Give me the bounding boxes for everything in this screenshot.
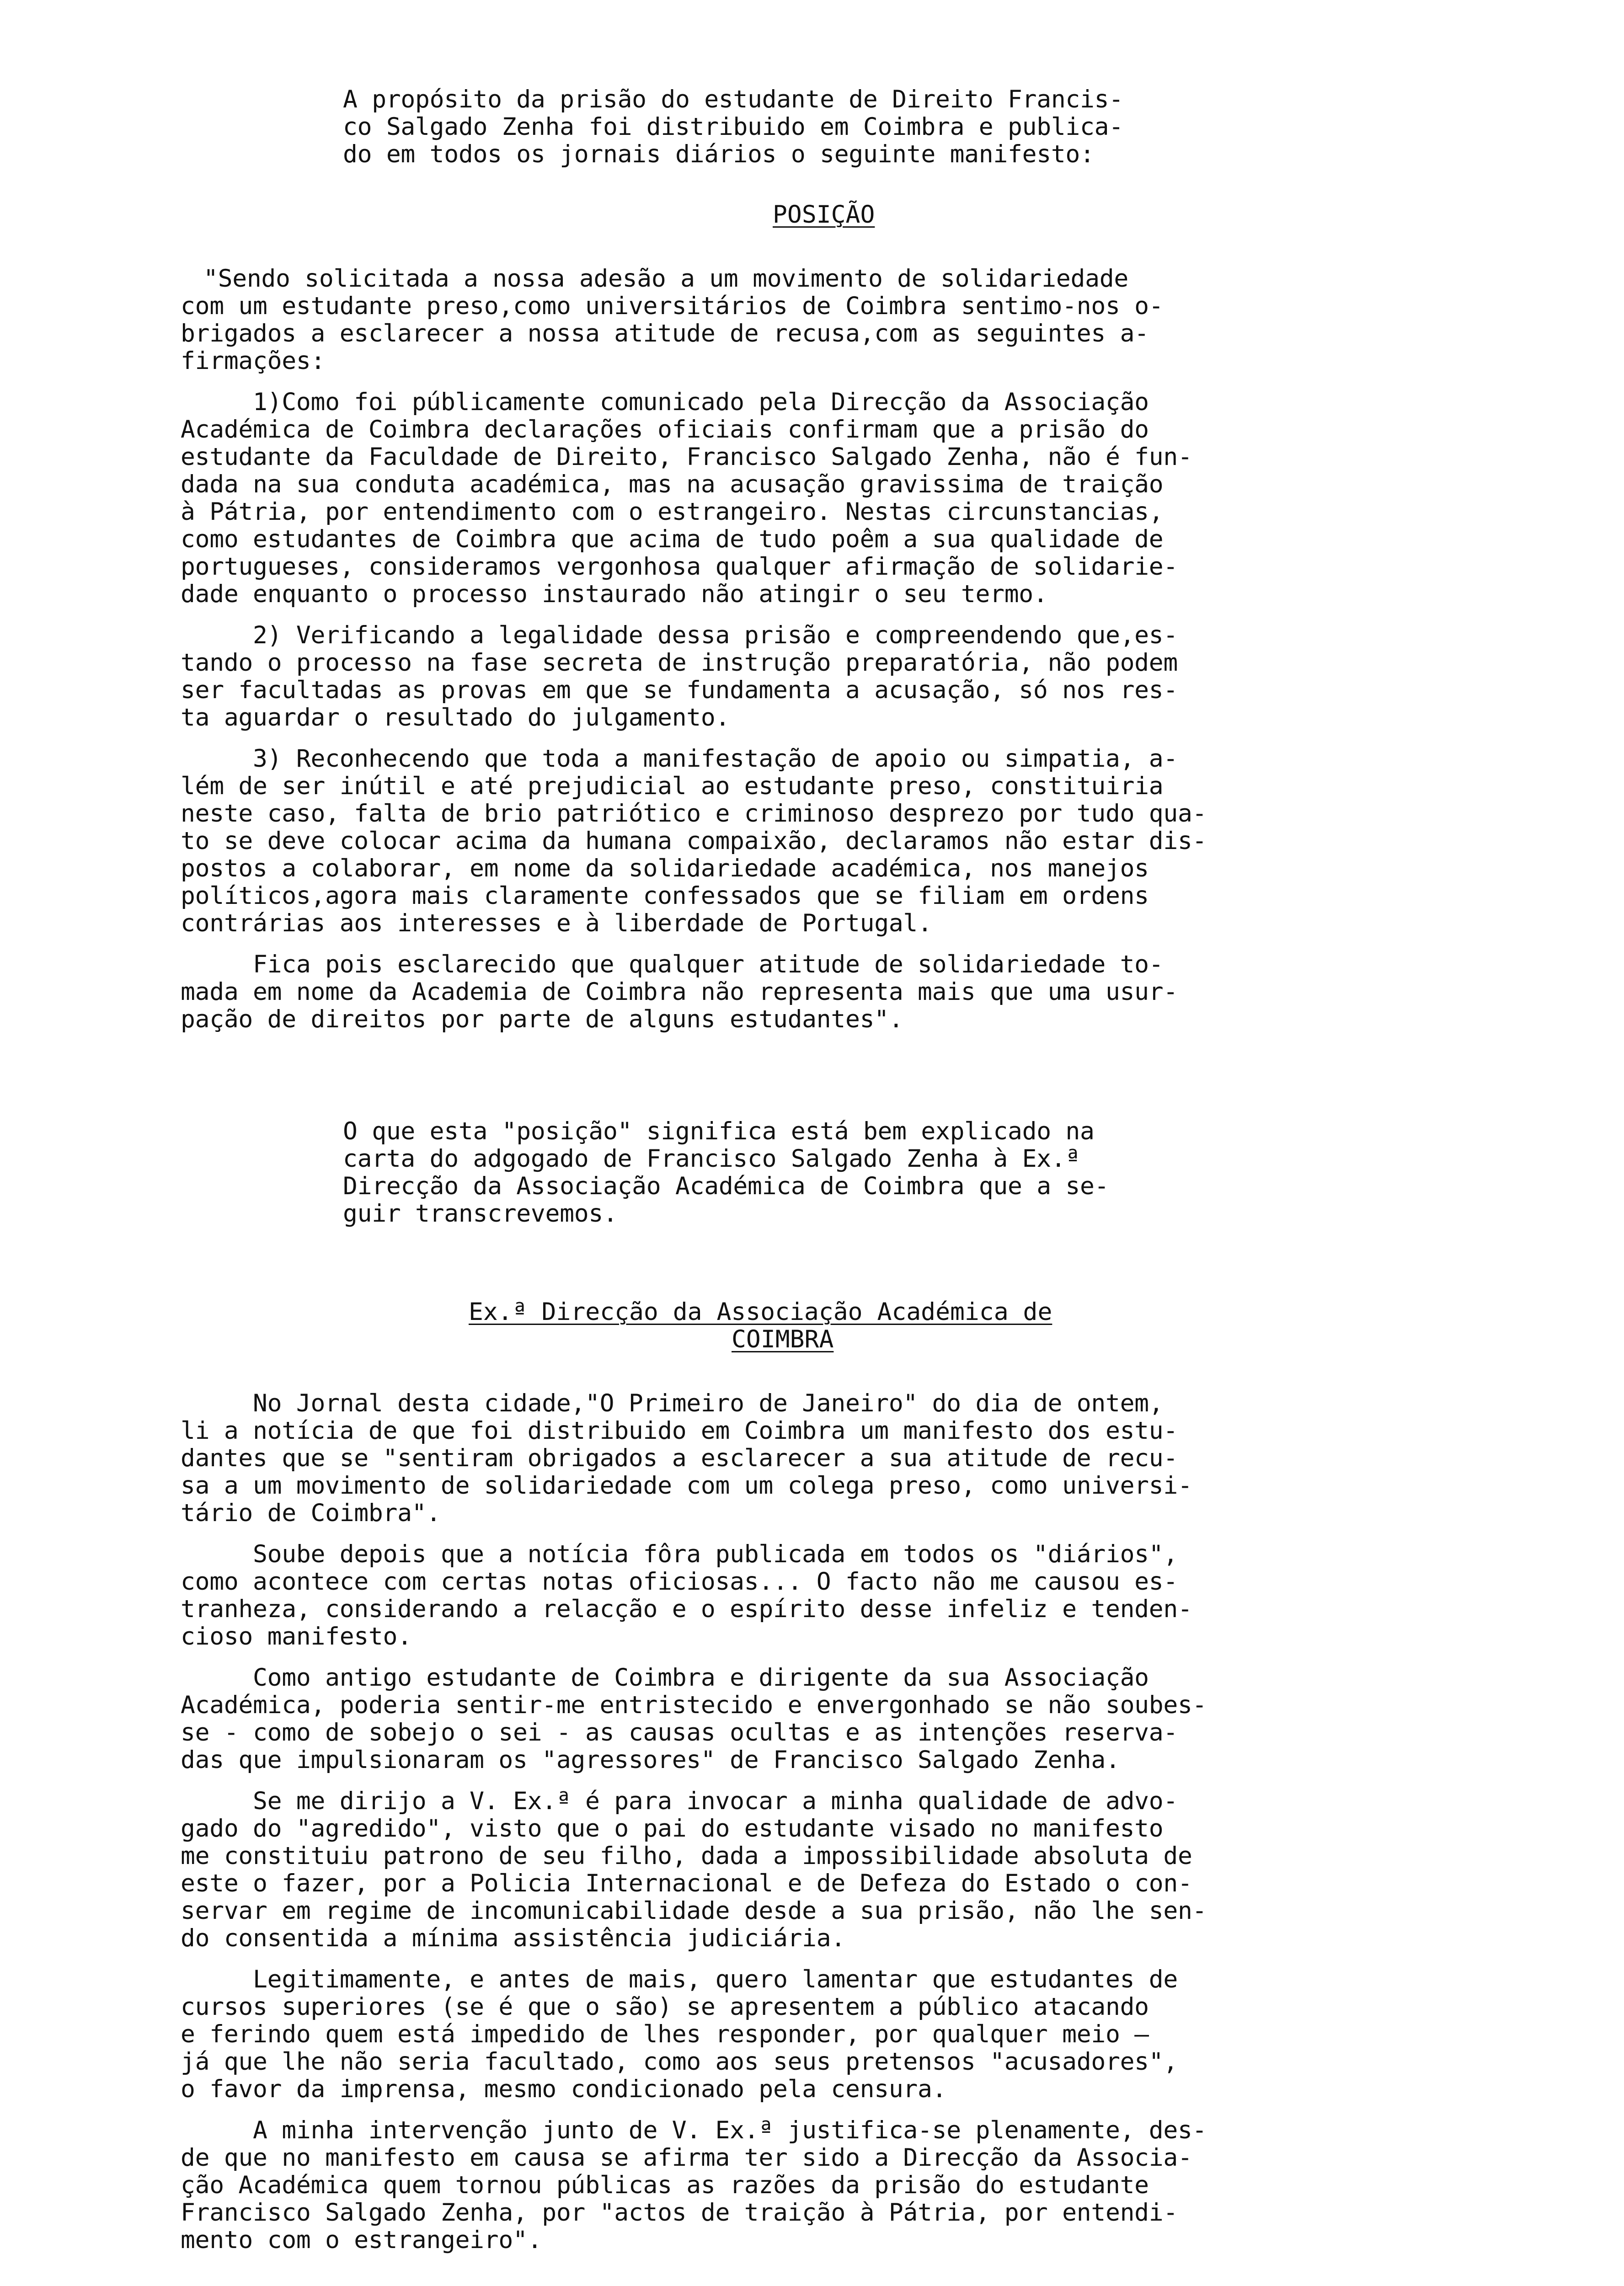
manifesto-line: Académica de Coimbra declarações oficiais confirmam que a prisão do bbox=[181, 416, 1149, 443]
manifesto-line: "Sendo solicitada a nossa adesão a um movimento de solidariedade bbox=[203, 265, 1128, 293]
manifesto-line: Fica pois esclarecido que qualquer atitude de solidariedade to- bbox=[181, 951, 1164, 978]
letter-line: me constituiu patrono de seu filho, dada a impossibilidade absoluta de bbox=[181, 1842, 1192, 1870]
intro-line: do em todos os jornais diários o seguinte manifesto: bbox=[343, 140, 1095, 168]
commentary-line: O que esta "posição" significa está bem explicado na bbox=[343, 1117, 1095, 1145]
letter-line: cursos superiores (se é que o são) se apresentem a público atacando bbox=[181, 1993, 1149, 2021]
manifesto-line: postos a colaborar, em nome da solidariedade académica, nos manejos bbox=[181, 855, 1149, 882]
letter-line: cioso manifesto. bbox=[181, 1623, 412, 1650]
manifesto-line: brigados a esclarecer a nossa atitude de recusa,com as seguintes a- bbox=[181, 320, 1149, 347]
commentary-line: guir transcrevemos. bbox=[343, 1200, 618, 1228]
manifesto-title: POSIÇÃO bbox=[773, 201, 875, 229]
letter-line: Francisco Salgado Zenha, por "actos de traição à Pátria, por entendi- bbox=[181, 2199, 1178, 2227]
letter-line: ção Académica quem tornou públicas as razões da prisão do estudante bbox=[181, 2171, 1149, 2199]
manifesto-line: pação de direitos por parte de alguns estudantes". bbox=[181, 1005, 903, 1033]
letter-line: A minha intervenção junto de V. Ex.ª justifica-se plenamente, des- bbox=[181, 2116, 1207, 2144]
manifesto-line: à Pátria, por entendimento com o estrangeiro. Nestas circunstancias, bbox=[181, 498, 1164, 526]
letter-heading-city: COIMBRA bbox=[732, 1325, 834, 1353]
manifesto-line: estudante da Faculdade de Direito, Francisco Salgado Zenha, não é fun- bbox=[181, 443, 1192, 471]
manifesto-line: contrárias aos interesses e à liberdade de Portugal. bbox=[181, 909, 932, 937]
manifesto-line: 3) Reconhecendo que toda a manifestação de apoio ou simpatia, a- bbox=[181, 745, 1178, 773]
letter-line: Se me dirijo a V. Ex.ª é para invocar a minha qualidade de advo- bbox=[181, 1787, 1178, 1815]
manifesto-line: 1)Como foi públicamente comunicado pela Direcção da Associação bbox=[181, 388, 1149, 416]
manifesto-line: 2) Verificando a legalidade dessa prisão e compreendendo que,es- bbox=[181, 621, 1178, 649]
manifesto-line: neste caso, falta de brio patriótico e criminoso desprezo por tudo qua- bbox=[181, 800, 1207, 828]
letter-line: mento com o estrangeiro". bbox=[181, 2226, 542, 2254]
letter-line: se - como de sobejo o sei - as causas ocultas e as intenções reserva- bbox=[181, 1719, 1178, 1747]
letter-line: gado do "agredido", visto que o pai do estudante visado no manifesto bbox=[181, 1815, 1164, 1843]
manifesto-line: tando o processo na fase secreta de instrução preparatória, não podem bbox=[181, 649, 1178, 677]
manifesto-line: dade enquanto o processo instaurado não atingir o seu termo. bbox=[181, 580, 1048, 608]
letter-line: li a notícia de que foi distribuido em Coimbra um manifesto dos estu- bbox=[181, 1417, 1178, 1445]
manifesto-line: como estudantes de Coimbra que acima de tudo poêm a sua qualidade de bbox=[181, 525, 1164, 553]
manifesto-line: portugueses, consideramos vergonhosa qualquer afirmação de solidarie- bbox=[181, 553, 1178, 581]
letter-line: e ferindo quem está impedido de lhes responder, por qualquer meio — bbox=[181, 2020, 1149, 2048]
manifesto-line: dada na sua conduta académica, mas na acusação gravissima de traição bbox=[181, 470, 1164, 498]
commentary-line: Direcção da Associação Académica de Coimbra que a se- bbox=[343, 1172, 1109, 1200]
letter-line: Legitimamente, e antes de mais, quero lamentar que estudantes de bbox=[181, 1966, 1178, 1993]
letter-line: de que no manifesto em causa se afirma ter sido a Direcção da Associa- bbox=[181, 2144, 1192, 2172]
manifesto-line: ser facultadas as provas em que se fundamenta a acusação, só nos res- bbox=[181, 676, 1178, 704]
letter-line: No Jornal desta cidade,"O Primeiro de Janeiro" do dia de ontem, bbox=[181, 1389, 1164, 1417]
letter-line: Como antigo estudante de Coimbra e dirigente da sua Associação bbox=[181, 1664, 1149, 1692]
commentary-line: carta do adgogado de Francisco Salgado Zenha à Ex.ª bbox=[343, 1145, 1080, 1173]
letter-line: tário de Coimbra". bbox=[181, 1499, 441, 1527]
manifesto-line: to se deve colocar acima da humana compaixão, declaramos não estar dis- bbox=[181, 827, 1207, 855]
letter-line: este o fazer, por a Policia Internacional e de Defeza do Estado o con- bbox=[181, 1869, 1192, 1897]
letter-line: servar em regime de incomunicabilidade desde a sua prisão, não lhe sen- bbox=[181, 1897, 1207, 1925]
letter-line: o favor da imprensa, mesmo condicionado pela censura. bbox=[181, 2075, 947, 2103]
letter-line: como acontece com certas notas oficiosas... O facto não me causou es- bbox=[181, 1568, 1178, 1596]
letter-line: do consentida a mínima assistência judiciária. bbox=[181, 1924, 846, 1952]
manifesto-line: mada em nome da Academia de Coimbra não representa mais que uma usur- bbox=[181, 978, 1178, 1006]
letter-line: sa a um movimento de solidariedade com um colega preso, como universi- bbox=[181, 1472, 1192, 1500]
intro-line: A propósito da prisão do estudante de Direito Francis- bbox=[343, 85, 1123, 113]
manifesto-line: ta aguardar o resultado do julgamento. bbox=[181, 704, 730, 732]
letter-line: dantes que se "sentiram obrigados a esclarecer a sua atitude de recu- bbox=[181, 1444, 1178, 1472]
letter-heading: Ex.ª Direcção da Associação Académica de bbox=[469, 1298, 1052, 1326]
intro-line: co Salgado Zenha foi distribuido em Coimbra e publica- bbox=[343, 113, 1123, 141]
letter-line: Soube depois que a notícia fôra publicada em todos os "diários", bbox=[181, 1540, 1178, 1568]
letter-line: tranheza, considerando a relacção e o espírito desse infeliz e tenden- bbox=[181, 1595, 1192, 1623]
manifesto-line: com um estudante preso,como universitários de Coimbra sentimo-nos o- bbox=[181, 292, 1164, 320]
letter-line: já que lhe não seria facultado, como aos seus pretensos "acusadores", bbox=[181, 2048, 1178, 2076]
manifesto-line: políticos,agora mais claramente confessados que se filiam em ordens bbox=[181, 882, 1149, 910]
manifesto-line: firmações: bbox=[181, 347, 326, 375]
letter-line: das que impulsionaram os "agressores" de Francisco Salgado Zenha. bbox=[181, 1746, 1120, 1774]
letter-line: Académica, poderia sentir-me entristecido e envergonhado se não soubes- bbox=[181, 1691, 1207, 1719]
manifesto-line: lém de ser inútil e até prejudicial ao estudante preso, constituiria bbox=[181, 772, 1164, 800]
